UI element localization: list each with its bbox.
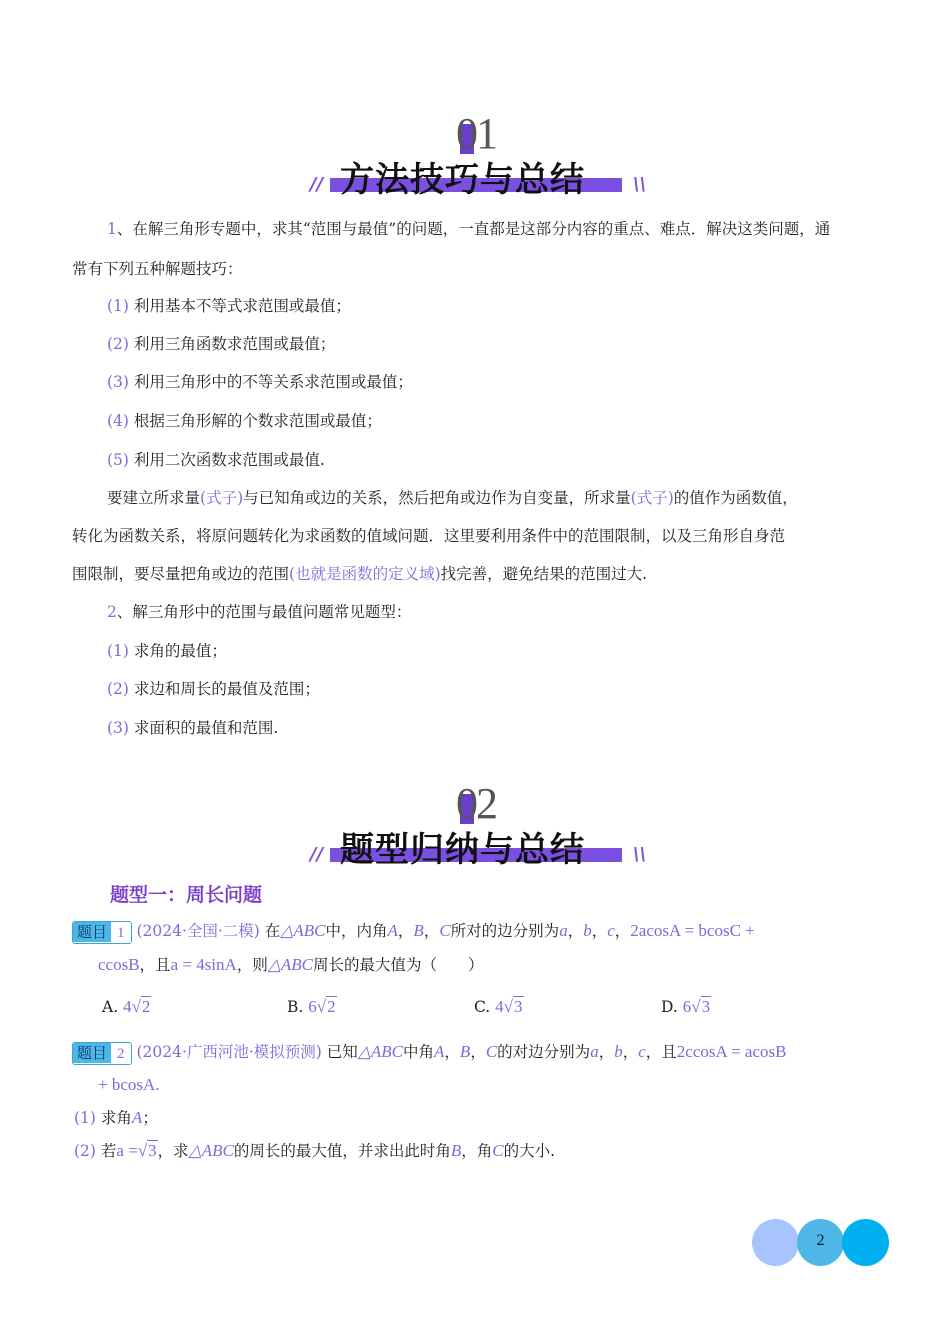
- q2-equation-1: 2ccosA = acosB: [676, 1042, 787, 1061]
- q1-option-b[interactable]: [287, 996, 337, 1018]
- q1-option-d[interactable]: [661, 996, 711, 1018]
- p1-index: 1: [107, 220, 117, 238]
- q1-triangle: △ABC: [280, 921, 326, 940]
- section1-slash-left: //: [310, 174, 324, 195]
- q1-line2: [98, 954, 484, 976]
- q2-line2: [98, 1074, 160, 1096]
- p2-a2: (式子): [200, 489, 244, 507]
- section2-number: 02: [456, 779, 496, 828]
- q2-sub2-eq: a =: [116, 1141, 138, 1160]
- q2-sub2-a: 若: [100, 1142, 117, 1160]
- method-item-text: 利用二次函数求范围或最值.: [133, 451, 325, 469]
- option-radicand: 2: [327, 997, 336, 1016]
- q2-side-b: b: [614, 1042, 623, 1061]
- option-value: 4√2: [123, 997, 151, 1016]
- q1-equation-2: ccosB: [98, 955, 140, 974]
- q1-equation-3: a = 4sinA: [170, 955, 237, 974]
- section1-title: 方法技巧与总结: [340, 160, 585, 200]
- q2-angle-b: B: [459, 1042, 471, 1061]
- section2-slash-right: \\: [633, 844, 647, 865]
- type-item-text: 求面积的最值和范围.: [133, 719, 279, 737]
- section1-slash-right: \\: [633, 174, 647, 195]
- q1-tag: [72, 921, 132, 944]
- q2-side-a: a: [590, 1042, 599, 1061]
- q1-angle-a: A: [387, 921, 398, 940]
- p2-c2: (也就是函数的定义域): [289, 565, 441, 583]
- method-item-text: 根据三角形解的个数求范围或最值；: [133, 412, 382, 430]
- q1-t2: 中，内角: [325, 922, 388, 940]
- method-item-text: 利用三角函数求范围或最值；: [133, 335, 336, 353]
- type-item-text: 求边和周长的最值及范围；: [133, 680, 320, 698]
- q1-t6: 周长的最大值为（ ）: [313, 956, 484, 974]
- method-item-index: (1): [107, 297, 129, 315]
- p2-a5: 的值作为函数值，: [673, 489, 798, 507]
- method-item-4: [107, 410, 382, 432]
- q2-sub2-b: ，求: [157, 1142, 189, 1160]
- method-item-text: 利用基本不等式求范围或最值；: [133, 297, 351, 315]
- type-item-text: 求角的最值；: [133, 642, 227, 660]
- option-label: A.: [102, 998, 119, 1016]
- type-item-2: [107, 678, 320, 700]
- p1-text-a: 、在解三角形专题中，求其“范围与最值”的问题，一直都是这部分内容的重点、难点．解决这类问题，通: [116, 220, 831, 238]
- q2-angle-a: A: [434, 1042, 445, 1061]
- option-value: 6√2: [308, 997, 336, 1016]
- type-item-index: (3): [107, 719, 129, 737]
- type-item-index: (1): [107, 642, 129, 660]
- type-item-index: (2): [107, 680, 129, 698]
- methods-p1-line2: 常有下列五种解题技巧：: [72, 260, 243, 278]
- p2-a1: 要建立所求量: [107, 489, 201, 507]
- q2-sub2-e: 的大小.: [503, 1142, 556, 1160]
- q1-side-c: c: [607, 921, 615, 940]
- q1-t4: ，且: [139, 956, 171, 974]
- q1-side-b: b: [583, 921, 592, 940]
- q2-sub1-index: (1): [74, 1109, 96, 1127]
- methods-p3: [107, 601, 411, 623]
- methods-p2-line1: [107, 487, 798, 509]
- q2-t1: 已知: [326, 1043, 358, 1061]
- option-coef: 4: [123, 997, 132, 1016]
- option-radicand: 3: [514, 997, 523, 1016]
- q2-tag-number: 2: [111, 1044, 131, 1064]
- option-radicand: 3: [701, 997, 711, 1016]
- method-item-1: [107, 295, 351, 317]
- section2-slash-left: //: [310, 844, 324, 865]
- q2-sub2-sqrt: √3: [137, 1141, 157, 1160]
- methods-p2-line2: 转化为函数关系，将原问题转化为求函数的值域问题．这里要利用条件中的范围限制，以及三角形自身范: [72, 527, 786, 545]
- q2-tag-label: 题目: [73, 1043, 111, 1063]
- q2-line1: 题目 2 (2024·广西河池·模拟预测) 已知△ABC中角A，B，C的对边分别为a，b，c，且2ccosA = acosB: [72, 1041, 786, 1065]
- option-label: D.: [661, 998, 678, 1016]
- p3-text: 、解三角形中的范围与最值问题常见题型：: [116, 603, 412, 621]
- q2-source: (2024·广西河池·模拟预测): [136, 1043, 322, 1061]
- q2-sub2-index: (2): [74, 1142, 96, 1160]
- section2-title: 题型归纳与总结: [340, 830, 585, 870]
- q2-sub1-text: 求角: [100, 1109, 132, 1127]
- method-item-index: (5): [107, 451, 129, 469]
- q2-t2: 中角: [403, 1043, 435, 1061]
- q1-angle-c: C: [439, 921, 451, 940]
- p2-c1: 围限制，要尽量把角或边的范围: [72, 565, 290, 583]
- section1-number: 01: [456, 109, 496, 158]
- q1-t5: ，则: [236, 956, 268, 974]
- page-circle-left: [752, 1219, 799, 1266]
- q2-tag: [72, 1042, 132, 1065]
- method-item-3: [107, 371, 413, 393]
- q2-sub1-end: ；: [142, 1109, 158, 1127]
- q2-t4: ，且: [645, 1043, 677, 1061]
- q2-triangle: △ABC: [357, 1042, 403, 1061]
- type-item-1: [107, 640, 227, 662]
- q1-triangle-2: △ABC: [267, 955, 314, 974]
- option-coef: 6: [682, 997, 692, 1016]
- q2-angle-c: C: [485, 1042, 498, 1061]
- q1-side-a: a: [559, 921, 568, 940]
- q1-source: (2024·全国·二模): [136, 922, 260, 940]
- q2-sub2-radicand: 3: [148, 1141, 157, 1160]
- q1-option-c[interactable]: [474, 996, 524, 1018]
- option-coef: 4: [495, 997, 504, 1016]
- method-item-text: 利用三角形中的不等关系求范围或最值；: [133, 373, 413, 391]
- q1-line1: 题目 1 (2024·全国·二模) 在△ABC中，内角A，B，C所对的边分别为a，b，c，2acosA = bcosC +: [72, 920, 755, 944]
- q2-sub2-triangle: △ABC: [188, 1141, 234, 1160]
- p2-a4: (式子): [630, 489, 674, 507]
- q2-sub1-angle: A: [131, 1108, 143, 1127]
- q2-side-c: c: [638, 1042, 646, 1061]
- q2-equation-2: + bcosA.: [98, 1075, 160, 1094]
- methods-p2-line3: [72, 563, 647, 585]
- method-item-2: [107, 333, 335, 355]
- q1-t1: 在: [264, 922, 281, 940]
- method-item-index: (3): [107, 373, 129, 391]
- option-label: C.: [474, 998, 491, 1016]
- q2-sub2-c: 的周长的最大值，并求出此时角: [233, 1142, 451, 1160]
- option-value: 4√3: [495, 997, 523, 1016]
- option-label: B.: [287, 998, 304, 1016]
- option-value: 6√3: [682, 997, 711, 1016]
- q2-sub2: [74, 1140, 555, 1162]
- type-item-3: [107, 717, 278, 739]
- q1-t3: 所对的边分别为: [450, 922, 560, 940]
- page-number: 2: [816, 1232, 825, 1249]
- p2-c3: 找完善，避免结果的范围过大.: [440, 565, 648, 583]
- method-item-5: [107, 449, 325, 471]
- q2-sub2-angle-b: B: [450, 1141, 462, 1160]
- q2-sub2-d: ，角: [461, 1142, 493, 1160]
- q2-t3: 的对边分别为: [497, 1043, 591, 1061]
- p2-a3: 与已知角或边的关系，然后把角或边作为自变量，所求量: [243, 489, 631, 507]
- q1-tag-number: 1: [111, 923, 131, 943]
- q1-option-a[interactable]: [102, 996, 151, 1018]
- q2-sub2-angle-c: C: [492, 1141, 504, 1160]
- method-item-index: (2): [107, 335, 129, 353]
- p3-index: 2: [107, 603, 117, 621]
- q2-sub1: [74, 1107, 158, 1129]
- option-radicand: 2: [141, 997, 151, 1016]
- q1-angle-b: B: [413, 921, 424, 940]
- page-circle-right: [842, 1219, 889, 1266]
- option-coef: 6: [308, 997, 317, 1016]
- method-item-index: (4): [107, 412, 129, 430]
- q1-tag-label: 题目: [73, 922, 111, 942]
- type1-title: 题型一：周长问题: [110, 884, 263, 906]
- q1-equation-1: 2acosA = bcosC +: [630, 921, 755, 940]
- methods-p1-line1: [107, 218, 830, 240]
